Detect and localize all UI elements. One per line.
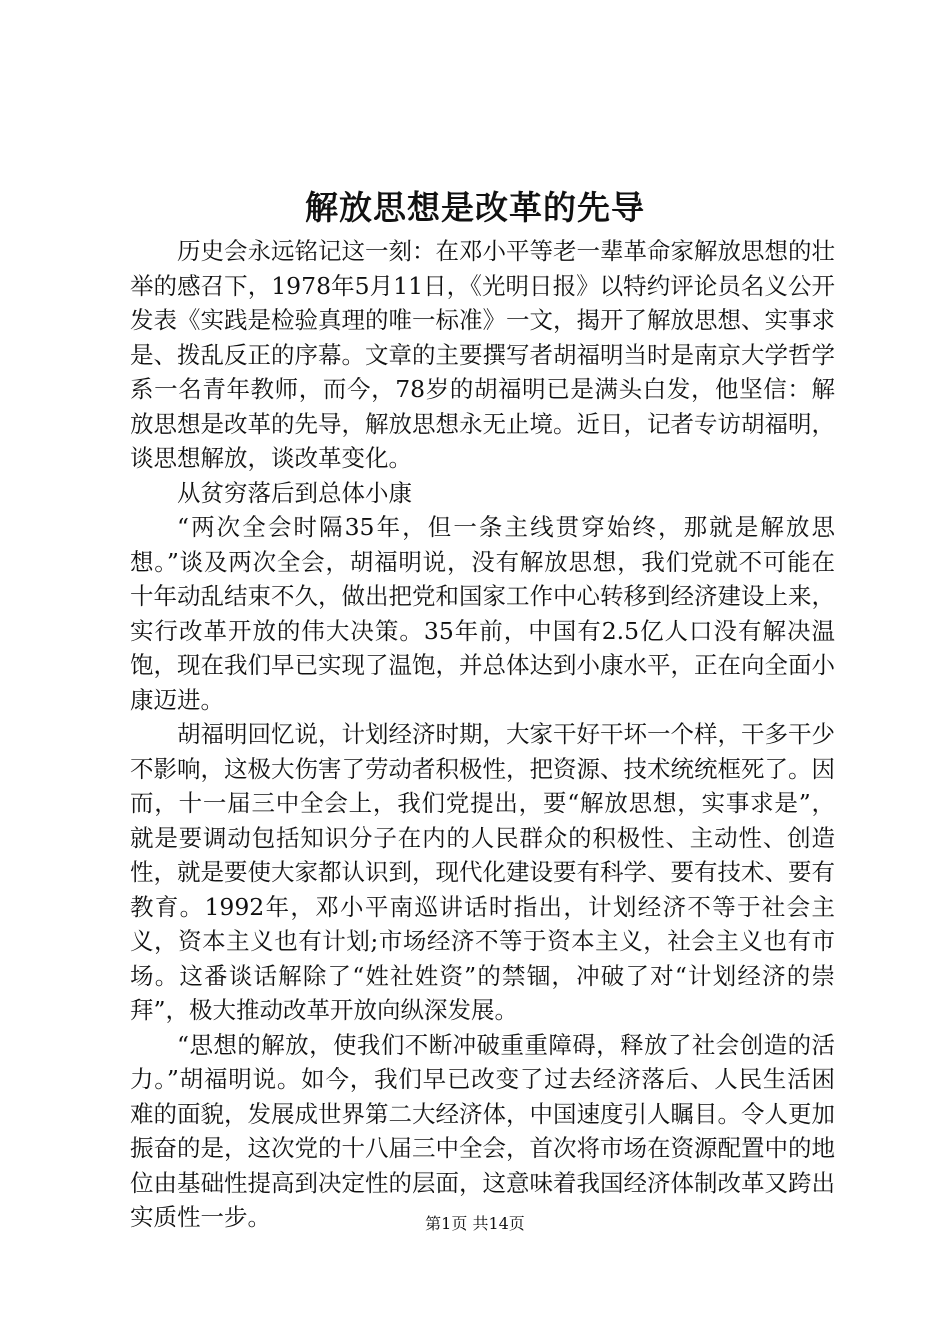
page-footer: 第1页 共14页 bbox=[425, 1214, 525, 1233]
section-heading: 从贫穷落后到总体小康 bbox=[177, 478, 412, 507]
paragraph-liberation: “思想的解放，使我们不断冲破重重障碍，释放了社会创造的活力。”胡福明说。如今，我们早已改变了过去经济落后、人民生活困难的面貌，发展成世界第二大经济体，中国速度引人瞩目。令人更加振奋的是，这次党的十八届三中全会，首次将市场在资源配置中的地位由基础性提高到决定性的层面，这意味着我国经济体制改革又跨出实质性一步。 bbox=[130, 1030, 835, 1231]
paragraph-two-plenums: “两次全会时隔35年，但一条主线贯穿始终，那就是解放思想。”谈及两次全会，胡福明说，没有解放思想，我们党就不可能在十年动乱结束不久，做出把党和国家工作中心转移到经济建设上来，实行改革开放的伟大决策。35年前，中国有2.5亿人口没有解决温饱，现在我们早已实现了温饱，并总体达到小康水平，正在向全面小康迈进。 bbox=[130, 513, 835, 714]
paragraph-intro: 历史会永远铭记这一刻：在邓小平等老一辈革命家解放思想的壮举的感召下，1978年5月11日，《光明日报》以特约评论员名义公开发表《实践是检验真理的唯一标准》一文，揭开了解放思想、实事求是、拨乱反正的序幕。文章的主要撰写者胡福明当时是南京大学哲学系一名青年教师，而今，78岁的胡福明已是满头白发，他坚信：解放思想是改革的先导，解放思想永无止境。近日，记者专访胡福明，谈思想解放，谈改革变化。 bbox=[130, 237, 835, 472]
paragraph-planned-economy: 胡福明回忆说，计划经济时期，大家干好干坏一个样，干多干少不影响，这极大伤害了劳动者积极性，把资源、技术统统框死了。因而，十一届三中全会上，我们党提出，要“解放思想，实事求是”，就是要调动包括知识分子在内的人民群众的积极性、主动性、创造性，就是要使大家都认识到，现代化建设要有科学、要有技术、要有教育。1992年，邓小平南巡讲话时指出，计划经济不等于社会主义，资本主义也有计划;市场经济不等于资本主义，社会主义也有市场。这番谈话解除了“姓社姓资”的禁锢，冲破了对“计划经济的崇拜”，极大推动改革开放向纵深发展。 bbox=[130, 720, 835, 1024]
document-title: 解放思想是改革的先导 bbox=[305, 188, 645, 227]
document-body bbox=[130, 234, 835, 1235]
